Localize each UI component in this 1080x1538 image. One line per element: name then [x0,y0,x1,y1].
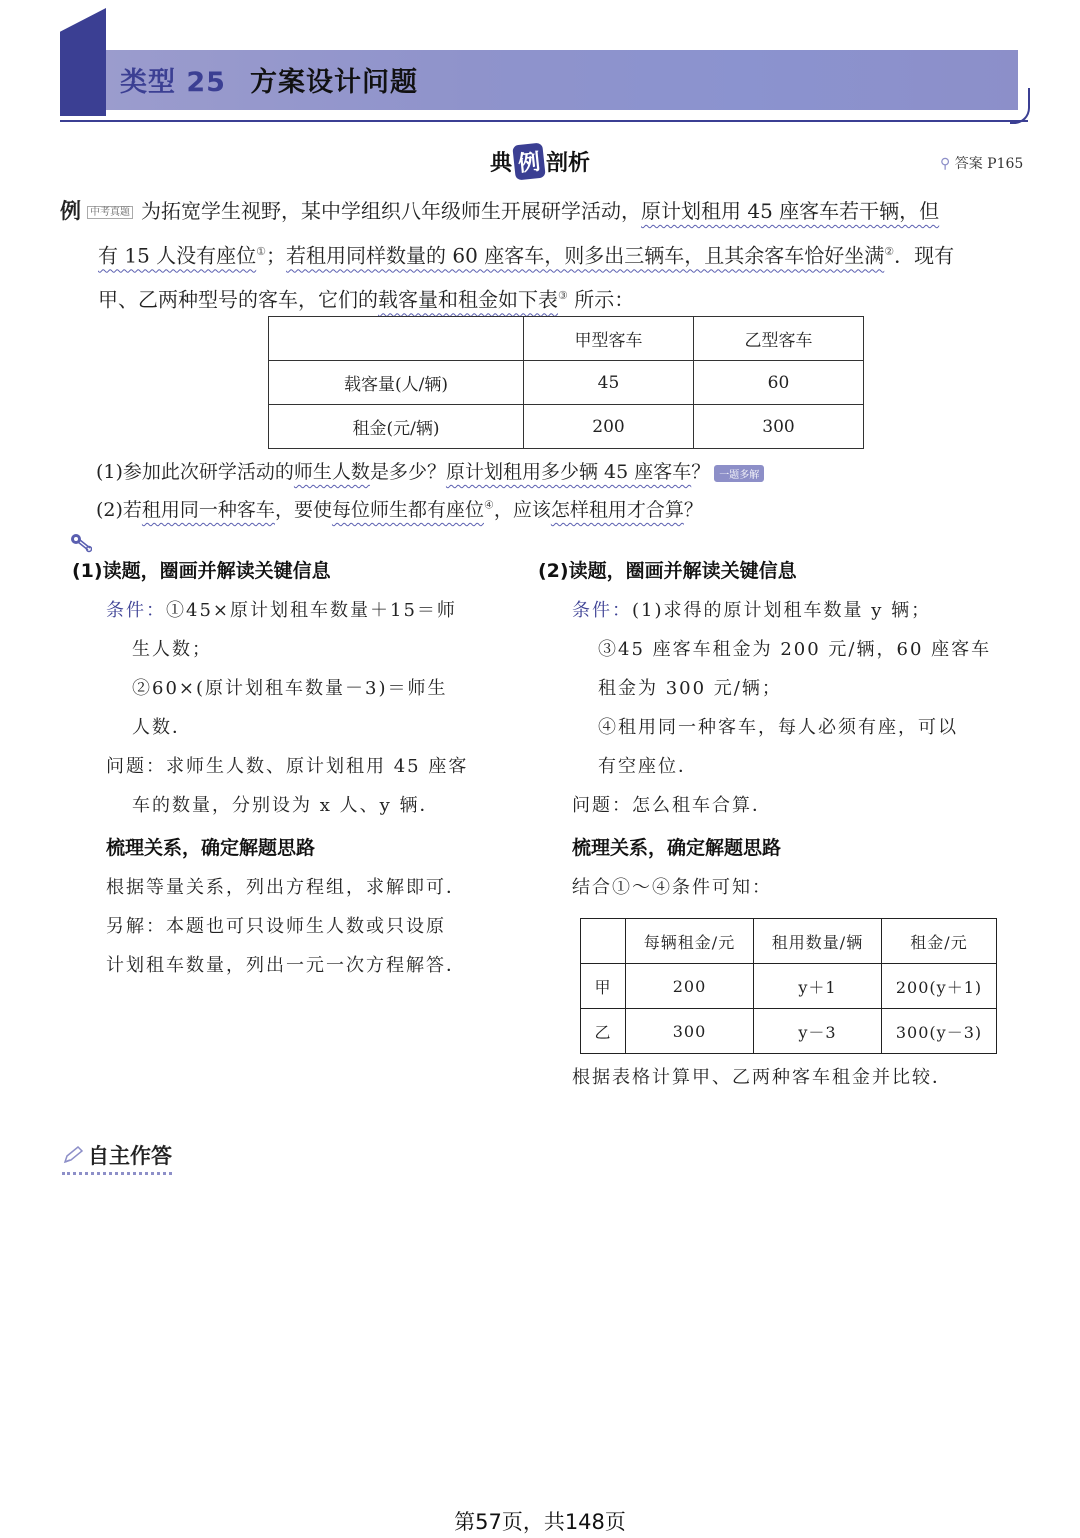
example-marker: 例 [60,199,81,223]
table-cell: 200(y＋1) [882,964,997,1009]
condition-label: 条件： [572,600,632,621]
table-cell: 45 [524,361,694,405]
bus-info-table [268,316,864,449]
key-info: 每位师生都有座位 [331,499,484,521]
type-label: 类型 25 [120,67,226,98]
table-cell: 乙 [581,1009,626,1054]
table-cell: 载客量(人/辆) [269,361,524,405]
condition-text: (1)求得的原计划租车数量 y 辆； [632,600,932,621]
question-text: 问题：怎么租车合算． [572,795,772,816]
question-text: 是多少？ [369,461,446,483]
key-info-3: 载客量和租金如下表 [378,287,558,312]
question-text: ？ [691,461,711,483]
analysis-heading: (2)读题，圈画并解读关键信息 [538,560,797,582]
page-indicator: 第57页，共148页 [454,1510,626,1534]
header-band [104,50,1018,110]
thinking-text: 计划租车数量，列出一元一次方程解答． [106,955,466,976]
table-cell: 乙型客车 [694,317,864,361]
table-row [269,361,864,405]
question-text: ，要使 [274,499,332,521]
problem-text: 所示： [567,287,635,312]
thinking-text: 另解：本题也可只设师生人数或只设原 [106,916,446,937]
condition-text: 租金为 300 元/辆； [598,678,782,699]
table-cell: 200 [626,964,754,1009]
question-2 [96,495,703,522]
analysis-heading: (1)读题，圈画并解读关键信息 [72,560,331,582]
table-row [581,1009,997,1054]
pencil-icon [62,1145,84,1165]
safety-pin-icon [70,533,92,553]
analysis-subheading: 梳理关系，确定解题思路 [106,837,316,859]
table-cell: y＋1 [754,964,882,1009]
marker-2: ② [884,245,895,258]
problem-text: ； [266,243,287,268]
magnifier-icon: ⚲ [940,156,951,172]
question-text: 车的数量，分别设为 x 人、y 辆． [132,795,440,816]
self-answer-heading [62,1140,172,1175]
table-row [269,405,864,449]
table-cell: 甲型客车 [524,317,694,361]
section-badge: 例 [512,143,546,181]
answer-reference[interactable] [940,153,1023,173]
marker-3: ③ [558,288,568,302]
table-cell: 300(y－3) [882,1009,997,1054]
question-text: ，应该 [493,499,551,521]
key-info: 师生人数 [293,461,370,483]
answer-reference-text: 答案 P165 [954,156,1024,172]
table-cell: 200 [524,405,694,449]
condition-text: ②60×(原计划租车数量－3)＝师生 [132,678,448,699]
condition-label: 条件： [106,600,166,621]
question-text: ？ [683,499,703,521]
marker-4: ④ [483,498,494,512]
key-info: 怎样租用才合算 [550,499,684,521]
thinking-text: 结合①～④条件可知： [572,877,772,898]
problem-text: 甲、乙两种型号的客车，它们的 [98,287,378,312]
question-text: (1)参加此次研学活动的 [96,461,294,483]
rent-comparison-table [580,918,997,1054]
analysis-subheading: 梳理关系，确定解题思路 [572,837,782,859]
header-rule-curve [1010,88,1030,124]
thinking-text: 根据等量关系，列出方程组，求解即可． [106,877,466,898]
table-row [581,964,997,1009]
table-cell: 每辆租金/元 [626,919,754,964]
condition-text: 人数． [132,717,192,738]
problem-text: 为拓宽学生视野，某中学组织八年级师生开展研学活动， [141,199,641,223]
section-heading-suffix: 剖析 [546,151,591,176]
table-cell: y－3 [754,1009,882,1054]
section-heading-prefix: 典 [490,151,513,176]
table-cell: 60 [694,361,864,405]
multi-solution-badge: 一题多解 [714,465,764,482]
key-info-1: 原计划租用 45 座客车若干辆，但 [641,199,940,223]
source-tag: 中考真题 [87,206,133,219]
key-info-2: 若租用同样数量的 60 座客车，则多出三辆车，且其余客车恰好坐满 [286,243,885,268]
table-cell: 租金/元 [882,919,997,964]
table-cell: 300 [694,405,864,449]
table-cell: 甲 [581,964,626,1009]
table-header-row [269,317,864,361]
table-cell: 租用数量/辆 [754,919,882,964]
condition-text: 有空座位． [598,756,698,777]
table-cell: 300 [626,1009,754,1054]
section-heading [490,144,590,179]
self-answer-label: 自主作答 [88,1143,172,1168]
key-info: 原计划租用多少辆 45 座客车 [445,461,692,483]
condition-text: ①45×原计划租车数量＋15＝师 [166,600,457,621]
problem-statement [60,192,1035,319]
header-rule [60,120,1028,122]
table-cell [581,919,626,964]
question-text: 问题：求师生人数、原计划租用 45 座客 [106,756,469,777]
header-tab-decoration [60,8,106,116]
key-info: 租用同一种客车 [141,499,275,521]
marker-1: ① [256,245,267,258]
analysis-part-2 [538,552,1008,907]
analysis-part-1 [72,552,512,985]
conclusion-text: 根据表格计算甲、乙两种客车租金并比较． [572,1067,952,1088]
condition-text: 生人数； [132,639,212,660]
problem-text: ．现有 [894,243,955,268]
question-text: (2)若 [96,499,142,521]
page-title: 方案设计问题 [250,67,418,98]
condition-text: ④租用同一种客车，每人必须有座，可以 [598,717,958,738]
table-cell: 租金(元/辆) [269,405,524,449]
table-header-row [581,919,997,964]
table-cell [269,317,524,361]
key-info-1-cont: 有 15 人没有座位 [98,243,257,268]
question-1 [96,457,764,484]
condition-text: ③45 座客车租金为 200 元/辆，60 座客车 [598,639,992,660]
